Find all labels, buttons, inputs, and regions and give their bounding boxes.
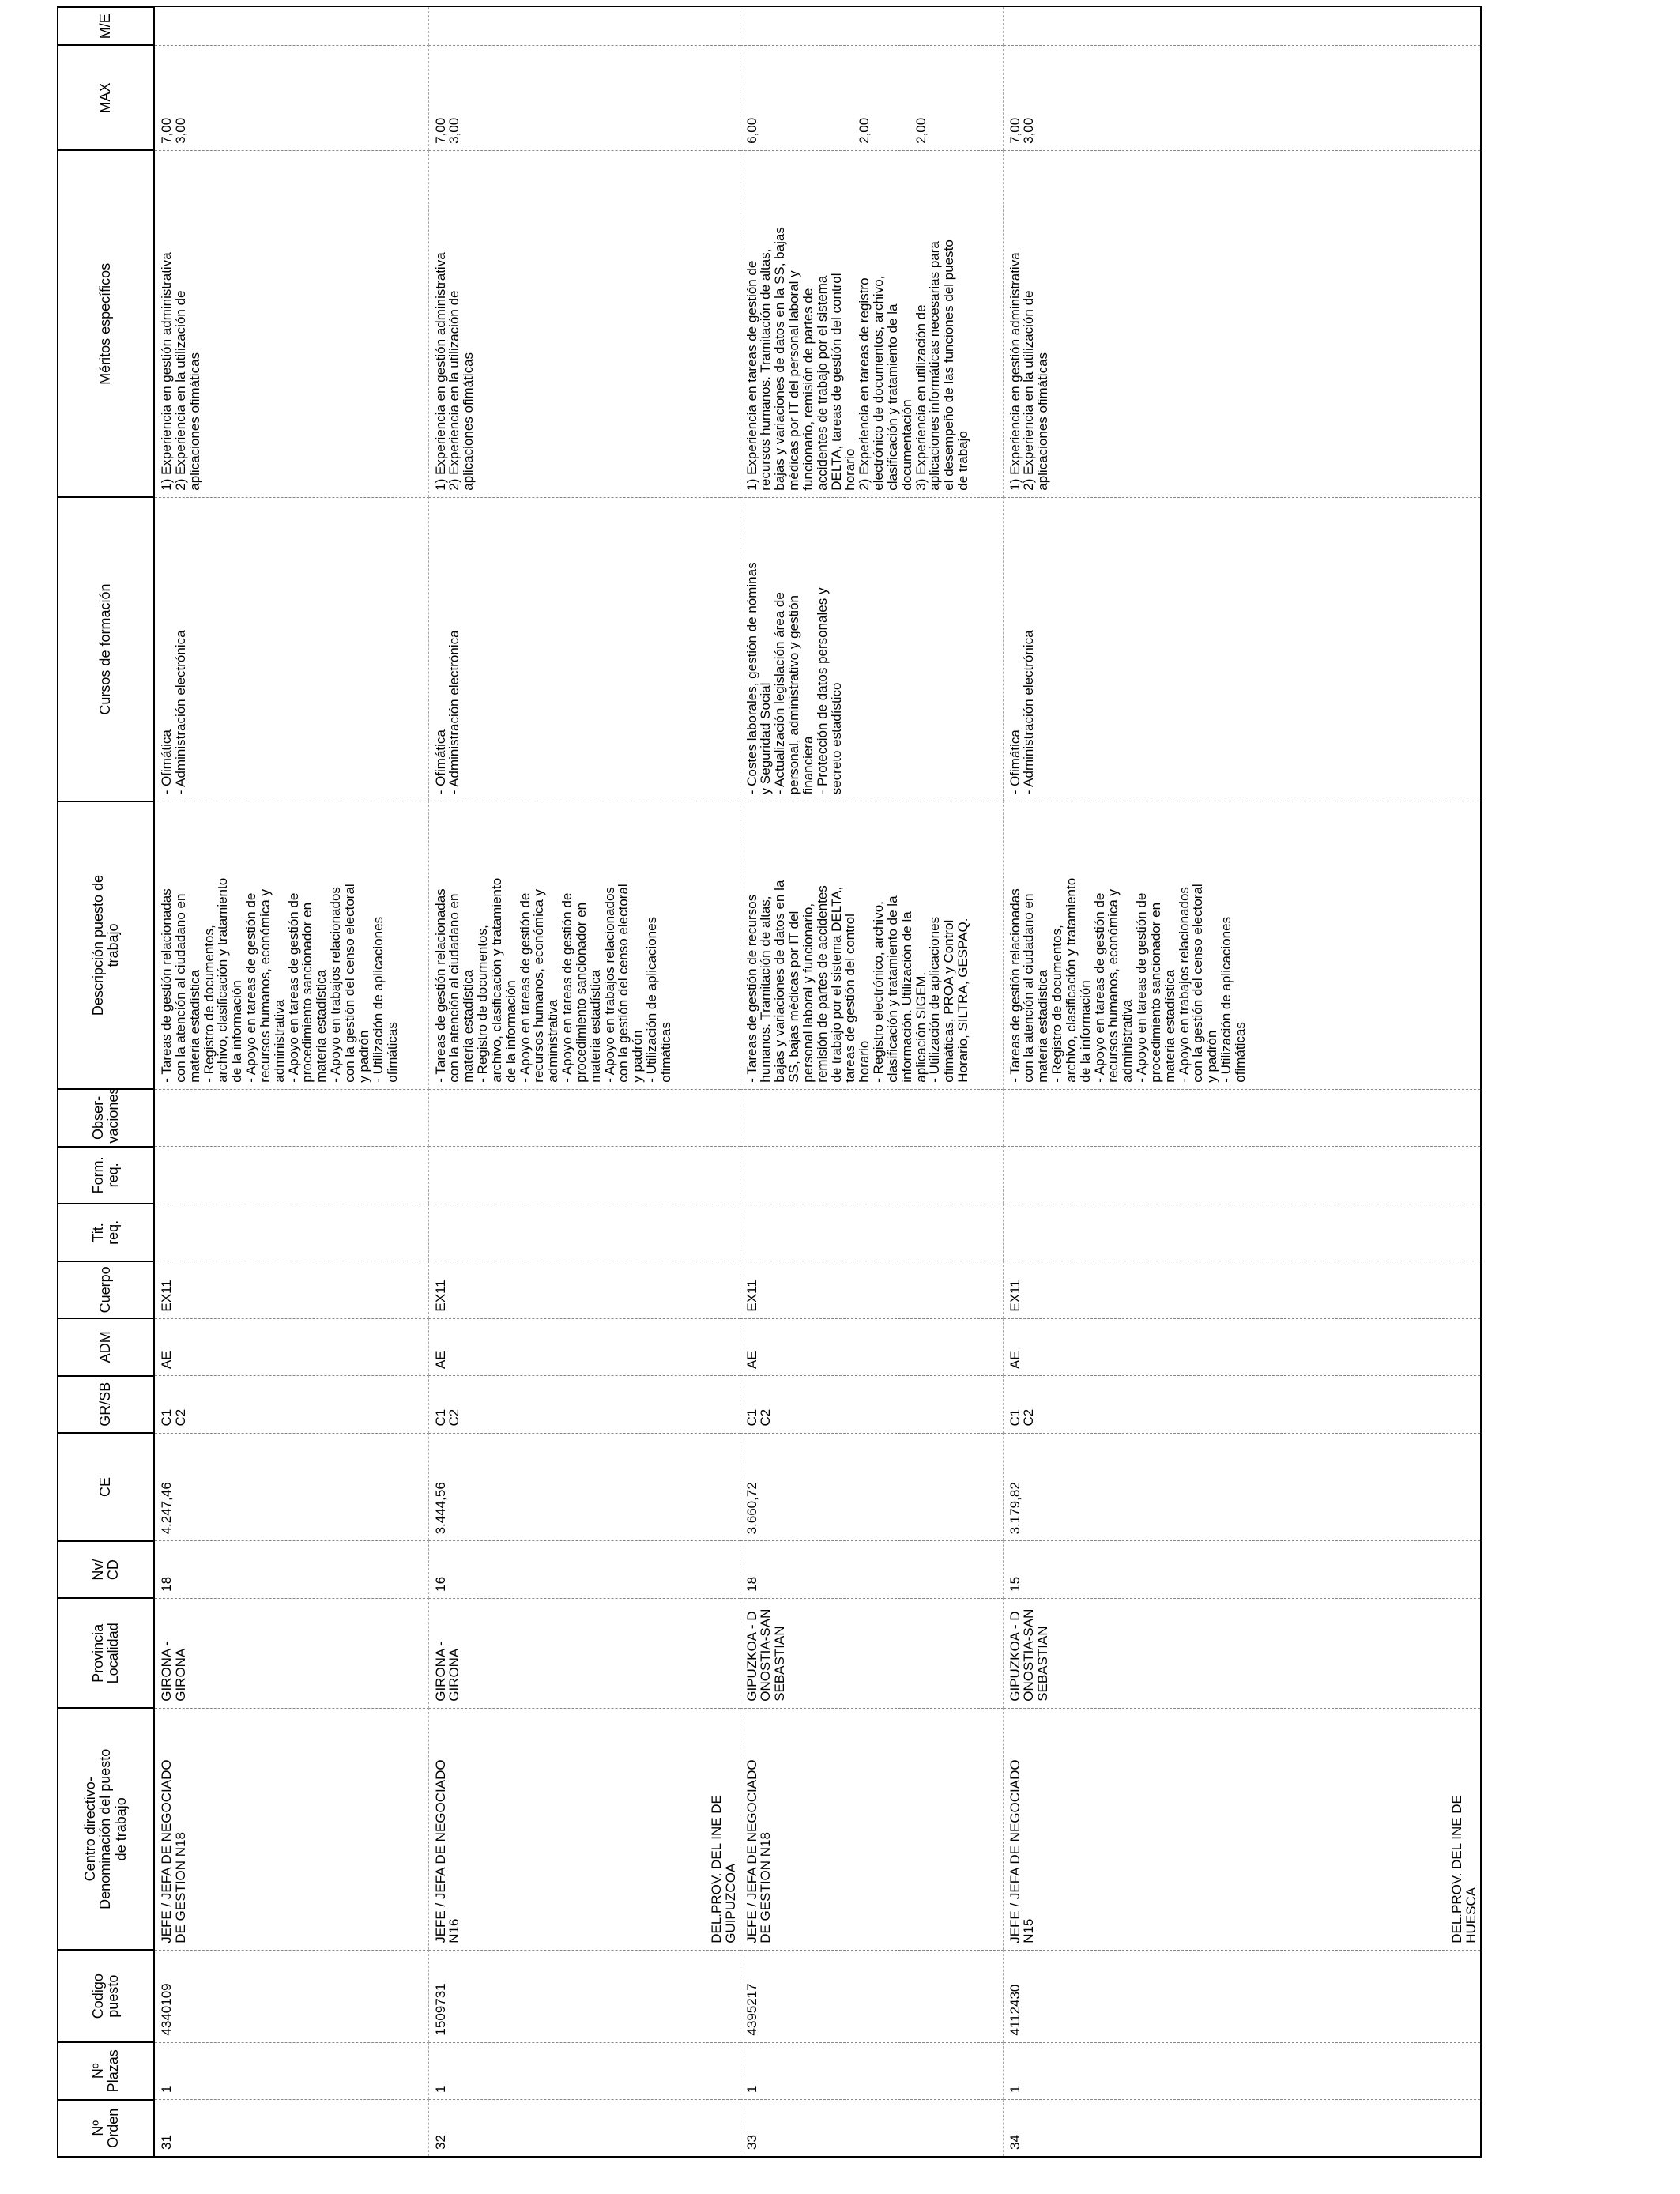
centro-text: JEFE / JEFA DE NEGOCIADO N15 <box>1007 1759 1037 1943</box>
table-row <box>154 7 428 2157</box>
cell-cuerpo: EX11 <box>1003 1261 1481 1318</box>
cell-form <box>154 1147 428 1204</box>
cell-ce: 3.444,56 <box>428 1433 740 1541</box>
cell-plazas: 1 <box>428 2042 740 2099</box>
cell-orden: 33 <box>740 2100 1003 2157</box>
centro-text: JEFE / JEFA DE NEGOCIADO N16 <box>432 1759 462 1943</box>
cell-plazas: 1 <box>154 2042 428 2099</box>
table-row <box>1003 7 1481 2157</box>
cell-nivel: 15 <box>1003 1541 1481 1598</box>
header-obs: Obser- vaciones <box>58 1089 154 1146</box>
cell-provincia: GIRONA - GIRONA <box>154 1598 428 1708</box>
header-cursos: Cursos de formación <box>58 497 154 801</box>
header-meritos: Méritos específicos <box>58 150 154 497</box>
cell-me <box>428 7 740 46</box>
vacancy-table <box>57 6 1482 2158</box>
cell-cursos: - Ofimática - Administración electrónica <box>1003 497 1481 801</box>
cell-me <box>740 7 1003 46</box>
cell-max: 7,00 3,00 <box>154 46 428 151</box>
header-cuerpo: Cuerpo <box>58 1261 154 1318</box>
cell-descripcion: - Tareas de gestión de recursos humanos. Tramitación de altas, bajas y variaciones de datos en la SS, bajas médicas por IT del personal laboral y funcionario, remisión de partes de accidentes de trabajo por el sistema DELTA, tareas de gestión del control horario - Registro electrónico, archivo, clasificación y tratamiento de la información. Utilización de la aplicación SIGEM. - Utilización de aplicaciones ofimáticas, PROA y Control Horario, SILTRA, GESPAQ. <box>740 801 1003 1089</box>
cell-obs <box>428 1089 740 1146</box>
cell-centro <box>154 1708 428 1950</box>
header-plazas: Nº Plazas <box>58 2042 154 2099</box>
header-orden: Nº Orden <box>58 2100 154 2157</box>
cell-obs <box>154 1089 428 1146</box>
cell-centro <box>428 1708 740 1950</box>
table-row <box>740 7 1003 2157</box>
cell-descripcion: - Tareas de gestión relacionadas con la atención al ciudadano en materia estadística - Registro de documentos, archivo, clasificación y tratamiento de la información - Apoyo en tareas de gestión de recursos humanos, económica y administrativa - Apoyo en tareas de gestión de procedimiento sancionador en materia estadística - Apoyo en trabajos relacionados con la gestión del censo electoral y padrón - Utilización de aplicaciones ofimáticas <box>428 801 740 1089</box>
centro-text: JEFE / JEFA DE NEGOCIADO DE GESTION N18 <box>744 1759 774 1943</box>
header-adm: ADM <box>58 1318 154 1375</box>
cell-adm: AE <box>428 1318 740 1375</box>
header-codigo: Codigo puesto <box>58 1950 154 2042</box>
cell-me <box>1003 7 1481 46</box>
cell-nivel: 18 <box>154 1541 428 1598</box>
cell-form <box>740 1147 1003 1204</box>
cell-provincia: GIPUZKOA - D ONOSTIA-SAN SEBASTIAN <box>740 1598 1003 1708</box>
del-prov-text: DEL.PROV. DEL INE DE HUESCA <box>1449 1795 1479 1943</box>
header-max: MAX <box>58 46 154 151</box>
cell-tit <box>1003 1204 1481 1261</box>
cell-ce: 3.179,82 <box>1003 1433 1481 1541</box>
cell-orden: 31 <box>154 2100 428 2157</box>
cell-form <box>428 1147 740 1204</box>
header-grupo: GR/SB <box>58 1376 154 1433</box>
cell-meritos: 1) Experiencia en gestión administrativa 2) Experiencia en la utilización de aplicaciones ofimáticas <box>154 150 428 497</box>
cell-codigo: 1509731 <box>428 1950 740 2042</box>
cell-descripcion: - Tareas de gestión relacionadas con la atención al ciudadano en materia estadística - Registro de documentos, archivo, clasificación y tratamiento de la información - Apoyo en tareas de gestión de recursos humanos, económica y administrativa - Apoyo en tareas de gestión de procedimiento sancionador en materia estadística - Apoyo en trabajos relacionados con la gestión del censo electoral y padrón - Utilización de aplicaciones ofimáticas <box>1003 801 1481 1089</box>
cell-cuerpo: EX11 <box>428 1261 740 1318</box>
cell-form <box>1003 1147 1481 1204</box>
cell-obs <box>1003 1089 1481 1146</box>
cell-descripcion: - Tareas de gestión relacionadas con la atención al ciudadano en materia estadística - Registro de documentos, archivo, clasificación y tratamiento de la información - Apoyo en tareas de gestión de recursos humanos, económica y administrativa - Apoyo en tareas de gestión de procedimiento sancionador en materia estadística - Apoyo en trabajos relacionados con la gestión del censo electoral y padrón - Utilización de aplicaciones ofimáticas <box>154 801 428 1089</box>
cell-max: 6,00 2,00 2,00 <box>740 46 1003 151</box>
header-ce: CE <box>58 1433 154 1541</box>
cell-orden: 34 <box>1003 2100 1481 2157</box>
cell-grupo: C1 C2 <box>1003 1376 1481 1433</box>
cell-max: 7,00 3,00 <box>428 46 740 151</box>
cell-centro <box>1003 1708 1481 1950</box>
cell-cuerpo: EX11 <box>154 1261 428 1318</box>
cell-adm: AE <box>740 1318 1003 1375</box>
header-descripcion: Descripción puesto de trabajo <box>58 801 154 1089</box>
cell-obs <box>740 1089 1003 1146</box>
cell-grupo: C1 C2 <box>740 1376 1003 1433</box>
cell-tit <box>428 1204 740 1261</box>
header-provincia: Provincia Localidad <box>58 1598 154 1708</box>
cell-plazas: 1 <box>740 2042 1003 2099</box>
cell-codigo: 4395217 <box>740 1950 1003 2042</box>
del-prov-text: DEL.PROV. DEL INE DE GUIPUZCOA <box>708 1795 738 1943</box>
cell-provincia: GIPUZKOA - D ONOSTIA-SAN SEBASTIAN <box>1003 1598 1481 1708</box>
cell-provincia: GIRONA - GIRONA <box>428 1598 740 1708</box>
header-form: Form. req. <box>58 1147 154 1204</box>
cell-max: 7,00 3,00 <box>1003 46 1481 151</box>
cell-cursos: - Costes laborales, gestión de nóminas y Seguridad Social - Actualización legislación área de personal, administrativo y gestión financiera - Protección de datos personales y secreto estadístico <box>740 497 1003 801</box>
cell-nivel: 16 <box>428 1541 740 1598</box>
cell-centro <box>740 1708 1003 1950</box>
cell-nivel: 18 <box>740 1541 1003 1598</box>
cell-orden: 32 <box>428 2100 740 2157</box>
cell-cursos: - Ofimática - Administración electrónica <box>428 497 740 801</box>
header-tit: Tit. req. <box>58 1204 154 1261</box>
cell-codigo: 4112430 <box>1003 1950 1481 2042</box>
cell-grupo: C1 C2 <box>154 1376 428 1433</box>
cell-tit <box>740 1204 1003 1261</box>
cell-meritos: 1) Experiencia en gestión administrativa 2) Experiencia en la utilización de aplicaciones ofimáticas <box>1003 150 1481 497</box>
header-nivel: Nv/ CD <box>58 1541 154 1598</box>
cell-codigo: 4340109 <box>154 1950 428 2042</box>
cell-meritos: 1) Experiencia en tareas de gestión de recursos humanos. Tramitación de altas, bajas y variaciones de datos en la SS, bajas médicas por IT del personal laboral y funcionario, remisión de partes de accidentes de trabajo por el sistema DELTA, tareas de gestión del control horario 2) Experiencia en tareas de registro electrónico de documentos, archivo, clasificación y tratamiento de la documentación 3) Experiencia en utilización de aplicaciones informáticas necesarias para el desempeño de las funciones del puesto de trabajo <box>740 150 1003 497</box>
header-me: M/E <box>58 7 154 46</box>
cell-plazas: 1 <box>1003 2042 1481 2099</box>
cell-cuerpo: EX11 <box>740 1261 1003 1318</box>
header-row <box>58 7 154 2157</box>
cell-me <box>154 7 428 46</box>
cell-cursos: - Ofimática - Administración electrónica <box>154 497 428 801</box>
cell-ce: 4.247,46 <box>154 1433 428 1541</box>
cell-grupo: C1 C2 <box>428 1376 740 1433</box>
cell-ce: 3.660,72 <box>740 1433 1003 1541</box>
table-row <box>428 7 740 2157</box>
cell-adm: AE <box>154 1318 428 1375</box>
cell-tit <box>154 1204 428 1261</box>
header-centro: Centro directivo- Denominación del puesto de trabajo <box>58 1708 154 1950</box>
cell-meritos: 1) Experiencia en gestión administrativa 2) Experiencia en la utilización de aplicaciones ofimáticas <box>428 150 740 497</box>
centro-text: JEFE / JEFA DE NEGOCIADO DE GESTION N18 <box>159 1759 188 1943</box>
cell-adm: AE <box>1003 1318 1481 1375</box>
